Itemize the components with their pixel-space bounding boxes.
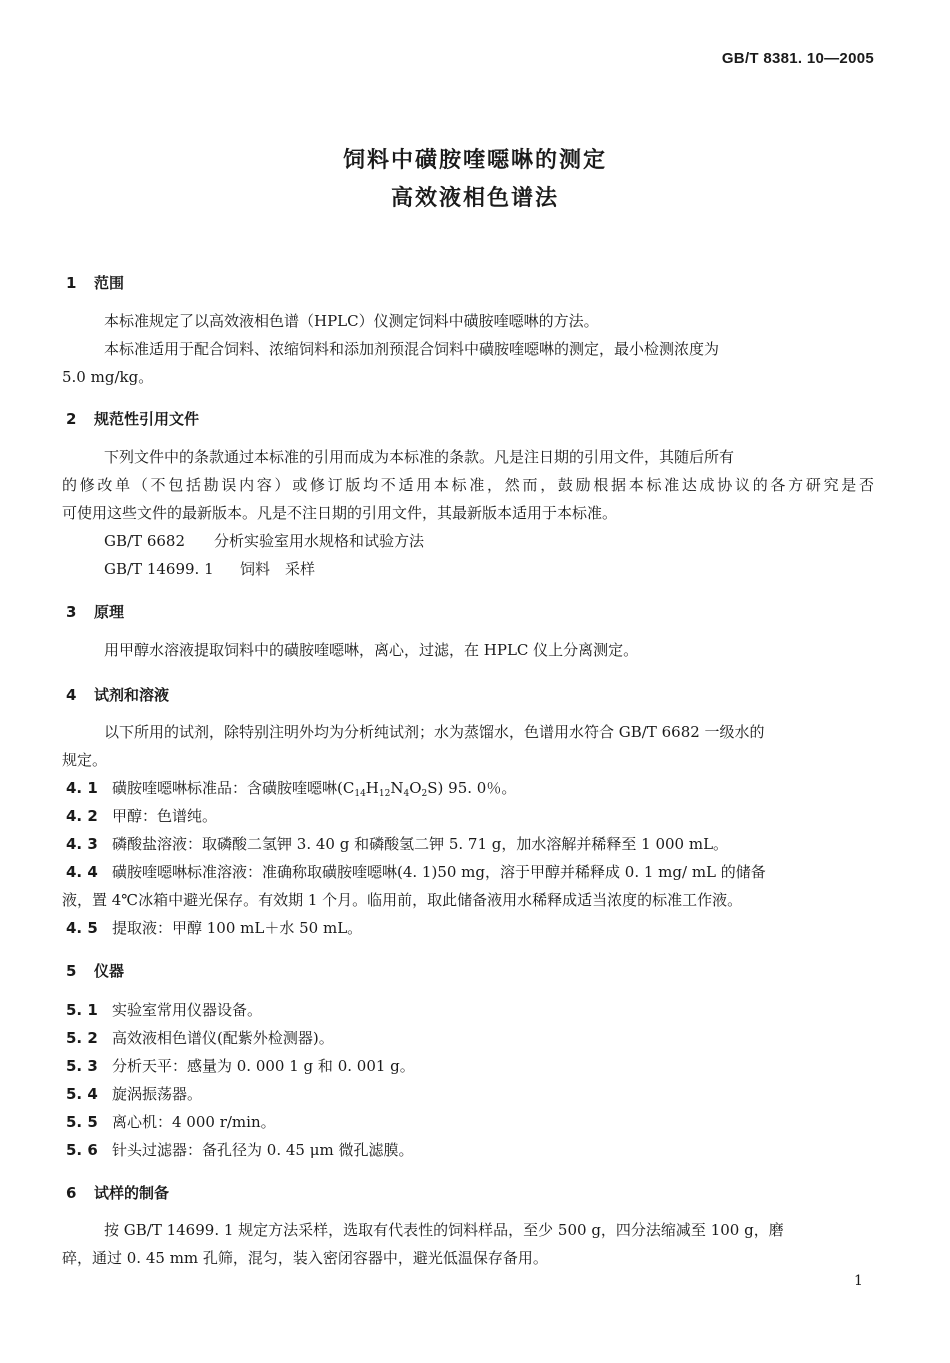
paragraph-continuation: 碎，通过 0. 45 mm 孔筛，混匀，装入密闭容器中，避光低温保存备用。 (62, 1249, 548, 1267)
paragraph-continuation: 的修改单（不包括勘误内容）或修订版均不适用本标准，然而，鼓励根据本标准达成协议的各方研究是否 (62, 476, 874, 494)
section-title: 试剂和溶液 (94, 686, 170, 704)
item-number: 5. 1 (66, 1001, 98, 1019)
section-1-heading (66, 272, 124, 293)
list-item-5-2 (66, 1027, 334, 1049)
list-item-4-4 (66, 861, 766, 883)
item-text: 磷酸盐溶液：取磷酸二氢钾 3. 40 g 和磷酸氢二钾 5. 71 g，加水溶解并稀释至 1 000 mL。 (112, 835, 729, 853)
page-number: 1 (854, 1273, 863, 1289)
item-number: 4. 5 (66, 919, 98, 937)
reference-code: GB/T 14699. 1 (104, 560, 214, 578)
paragraph-continuation: 规定。 (62, 751, 108, 769)
normative-reference (104, 558, 315, 580)
list-item-4-5 (66, 917, 362, 939)
item-text: 离心机：4 000 r/min。 (112, 1113, 276, 1131)
list-item-4-1 (66, 777, 516, 805)
subscript: 4 (403, 789, 410, 799)
section-6-heading (66, 1182, 169, 1203)
subscript: 14 (354, 789, 366, 799)
formula-part: N (390, 779, 404, 797)
paragraph: 以下所用的试剂，除特别注明外均为分析纯试剂；水为蒸馏水，色谱用水符合 GB/T 6682 一级水的 (104, 723, 765, 741)
section-title: 原理 (94, 603, 125, 621)
section-number: 3 (66, 603, 77, 621)
paragraph-continuation: 5.0 mg/kg。 (62, 368, 154, 386)
list-item-5-3 (66, 1055, 415, 1077)
reference-title: 分析实验室用水规格和试验方法 (214, 532, 425, 550)
item-number: 4. 4 (66, 863, 98, 881)
list-item-5-4 (66, 1083, 202, 1105)
item-number: 5. 3 (66, 1057, 98, 1075)
section-4-heading (66, 684, 169, 705)
paragraph: 本标准规定了以高效液相色谱（HPLC）仪测定饲料中磺胺喹噁啉的方法。 (104, 312, 599, 330)
section-title: 仪器 (94, 962, 125, 980)
paragraph: 按 GB/T 14699. 1 规定方法采样，选取有代表性的饲料样品，至少 500 g，四分法缩减至 100 g，磨 (104, 1221, 784, 1239)
item-number: 5. 5 (66, 1113, 98, 1131)
subscript: 12 (378, 789, 391, 799)
list-item-5-1 (66, 999, 262, 1021)
document-subtitle: 高效液相色谱法 (390, 186, 559, 211)
list-item-5-6 (66, 1139, 413, 1161)
section-3-heading (66, 601, 124, 622)
section-title: 试样的制备 (94, 1184, 170, 1202)
item-text: 针头过滤器：备孔径为 0. 45 μm 微孔滤膜。 (112, 1141, 414, 1159)
section-number: 5 (66, 962, 77, 980)
normative-reference (104, 530, 424, 552)
item-text: 高效液相色谱仪(配紫外检测器)。 (112, 1029, 334, 1047)
item-text: 磺胺喹噁啉标准溶液：准确称取磺胺喹噁啉(4. 1)50 mg，溶于甲醇并稀释成 0. 1 mg/ mL 的储备 (112, 863, 766, 881)
paragraph: 用甲醇水溶液提取饲料中的磺胺喹噁啉，离心，过滤，在 HPLC 仪上分离测定。 (104, 641, 639, 659)
list-item-4-2 (66, 805, 217, 827)
section-title: 范围 (94, 274, 125, 292)
paragraph: 本标准适用于配合饲料、浓缩饲料和添加剂预混合饲料中磺胺喹噁啉的测定，最小检测浓度为 (104, 340, 720, 358)
document-title: 饲料中磺胺喹噁啉的测定 (342, 148, 607, 173)
paragraph-continuation: 液，置 4℃冰箱中避光保存。有效期 1 个月。临用前，取此储备液用水稀释成适当浓度的标准工作液。 (62, 891, 743, 909)
formula-part: O (409, 779, 422, 797)
section-number: 1 (66, 274, 77, 292)
paragraph-continuation: 可使用这些文件的最新版本。凡是不注日期的引用文件，其最新版本适用于本标准。 (62, 504, 618, 522)
standard-number: GB/T 8381. 10—2005 (721, 50, 874, 67)
list-item-4-3 (66, 833, 728, 855)
item-text: 实验室常用仪器设备。 (112, 1001, 263, 1019)
item-text: S) 95. 0％。 (427, 779, 517, 797)
item-text: 分析天平：感量为 0. 000 1 g 和 0. 001 g。 (112, 1057, 415, 1075)
item-text: 甲醇：色谱纯。 (112, 807, 218, 825)
section-number: 2 (66, 410, 77, 428)
section-title: 规范性引用文件 (94, 410, 200, 428)
item-text: 磺胺喹噁啉标准品：含磺胺喹噁啉(C (112, 779, 355, 797)
item-number: 5. 2 (66, 1029, 98, 1047)
list-item-5-5 (66, 1111, 276, 1133)
item-number: 4. 3 (66, 835, 98, 853)
section-number: 6 (66, 1184, 77, 1202)
reference-title: 饲料 采样 (240, 560, 316, 578)
formula-part: H (365, 779, 379, 797)
section-5-heading (66, 960, 124, 981)
item-number: 5. 6 (66, 1141, 98, 1159)
item-number: 5. 4 (66, 1085, 98, 1103)
section-2-heading (66, 408, 199, 429)
item-number: 4. 2 (66, 807, 98, 825)
paragraph: 下列文件中的条款通过本标准的引用而成为本标准的条款。凡是注日期的引用文件，其随后所有 (104, 448, 735, 466)
item-text: 旋涡振荡器。 (112, 1085, 203, 1103)
item-text: 提取液：甲醇 100 mL＋水 50 mL。 (112, 919, 363, 937)
subscript: 2 (421, 789, 428, 799)
reference-code: GB/T 6682 (104, 532, 186, 550)
section-number: 4 (66, 686, 77, 704)
item-number: 4. 1 (66, 779, 98, 797)
